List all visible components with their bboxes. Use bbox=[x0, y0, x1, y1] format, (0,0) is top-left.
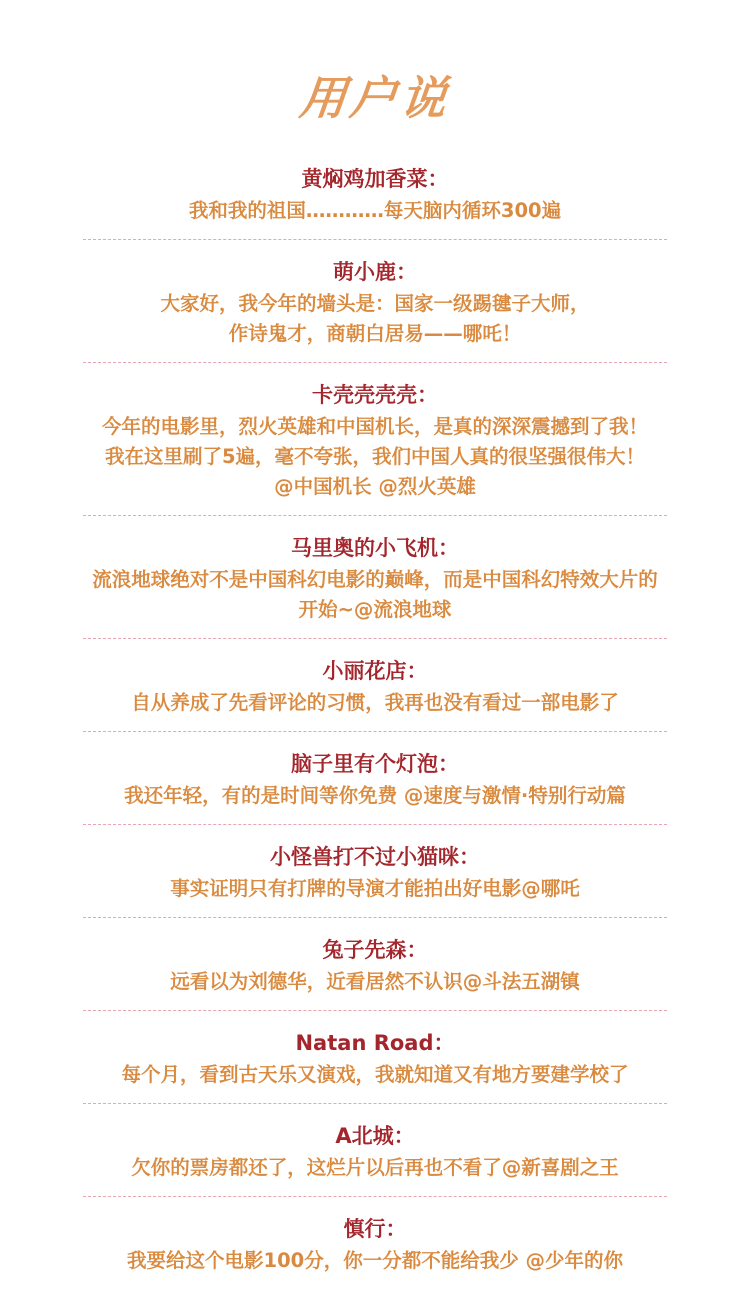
comment-username: 卡壳壳壳壳： bbox=[312, 383, 438, 407]
comment-username: 小怪兽打不过小猫咪： bbox=[270, 845, 480, 869]
comment-username: 黄焖鸡加香菜： bbox=[301, 167, 449, 191]
comment-username: 慎行： bbox=[343, 1217, 407, 1241]
dashed-divider bbox=[83, 731, 667, 732]
comment-item bbox=[0, 164, 750, 226]
comment-item bbox=[0, 533, 750, 625]
comment-text-line: 事实证明只有打牌的导演才能拍出好电影@哪吒 bbox=[170, 877, 580, 900]
dashed-divider bbox=[83, 824, 667, 825]
comment-username: A北城： bbox=[335, 1124, 415, 1148]
comment-username: 脑子里有个灯泡： bbox=[291, 752, 459, 776]
dashed-divider bbox=[83, 1010, 667, 1011]
comment-item bbox=[0, 380, 750, 502]
comment-item bbox=[0, 1121, 750, 1183]
dashed-divider bbox=[83, 362, 667, 363]
comment-text-line: 我要给这个电影100分，你一分都不能给我少 @少年的你 bbox=[127, 1249, 623, 1272]
comment-item bbox=[0, 257, 750, 349]
comment-text-line: 我在这里刷了5遍，毫不夸张，我们中国人真的很坚强很伟大！ bbox=[104, 445, 646, 468]
comment-text-line: 开始~@流浪地球 bbox=[298, 598, 452, 621]
dashed-divider bbox=[83, 917, 667, 918]
comment-text-line: @中国机长 @烈火英雄 bbox=[274, 475, 476, 498]
comment-item bbox=[0, 935, 750, 997]
dashed-divider bbox=[83, 1196, 667, 1197]
comment-username: 小丽花店： bbox=[322, 659, 428, 683]
comment-text-line: 每个月，看到古天乐又演戏，我就知道又有地方要建学校了 bbox=[121, 1063, 629, 1086]
dashed-divider bbox=[83, 1103, 667, 1104]
comment-username: 兔子先森： bbox=[322, 938, 428, 962]
comment-text-line: 大家好，我今年的墙头是：国家一级踢毽子大师， bbox=[160, 292, 590, 315]
comment-username: Natan Road： bbox=[295, 1031, 455, 1055]
dashed-divider bbox=[83, 638, 667, 639]
page-title: 用户说 bbox=[297, 71, 453, 125]
comment-item bbox=[0, 749, 750, 811]
comment-text-line: 作诗鬼才，商朝白居易——哪吒！ bbox=[228, 322, 522, 345]
comment-item bbox=[0, 1214, 750, 1276]
comment-text-line: 今年的电影里，烈火英雄和中国机长，是真的深深震撼到了我！ bbox=[101, 415, 648, 438]
comment-text-line: 我和我的祖国…………每天脑内循环300遍 bbox=[188, 199, 562, 222]
comment-item bbox=[0, 656, 750, 718]
dashed-divider bbox=[83, 515, 667, 516]
comment-text-line: 欠你的票房都还了，这烂片以后再也不看了@新喜剧之王 bbox=[131, 1156, 619, 1179]
comment-item bbox=[0, 1028, 750, 1090]
comment-text-line: 流浪地球绝对不是中国科幻电影的巅峰，而是中国科幻特效大片的 bbox=[92, 568, 658, 591]
comment-list bbox=[0, 164, 750, 1276]
comment-text-line: 远看以为刘德华，近看居然不认识@斗法五湖镇 bbox=[170, 970, 580, 993]
comment-item bbox=[0, 842, 750, 904]
comment-username: 萌小鹿： bbox=[333, 260, 417, 284]
comment-username: 马里奥的小飞机： bbox=[291, 536, 459, 560]
comment-text-line: 自从养成了先看评论的习惯，我再也没有看过一部电影了 bbox=[131, 691, 619, 714]
comment-text-line: 我还年轻，有的是时间等你免费 @速度与激情·特别行动篇 bbox=[124, 784, 626, 807]
dashed-divider bbox=[83, 239, 667, 240]
